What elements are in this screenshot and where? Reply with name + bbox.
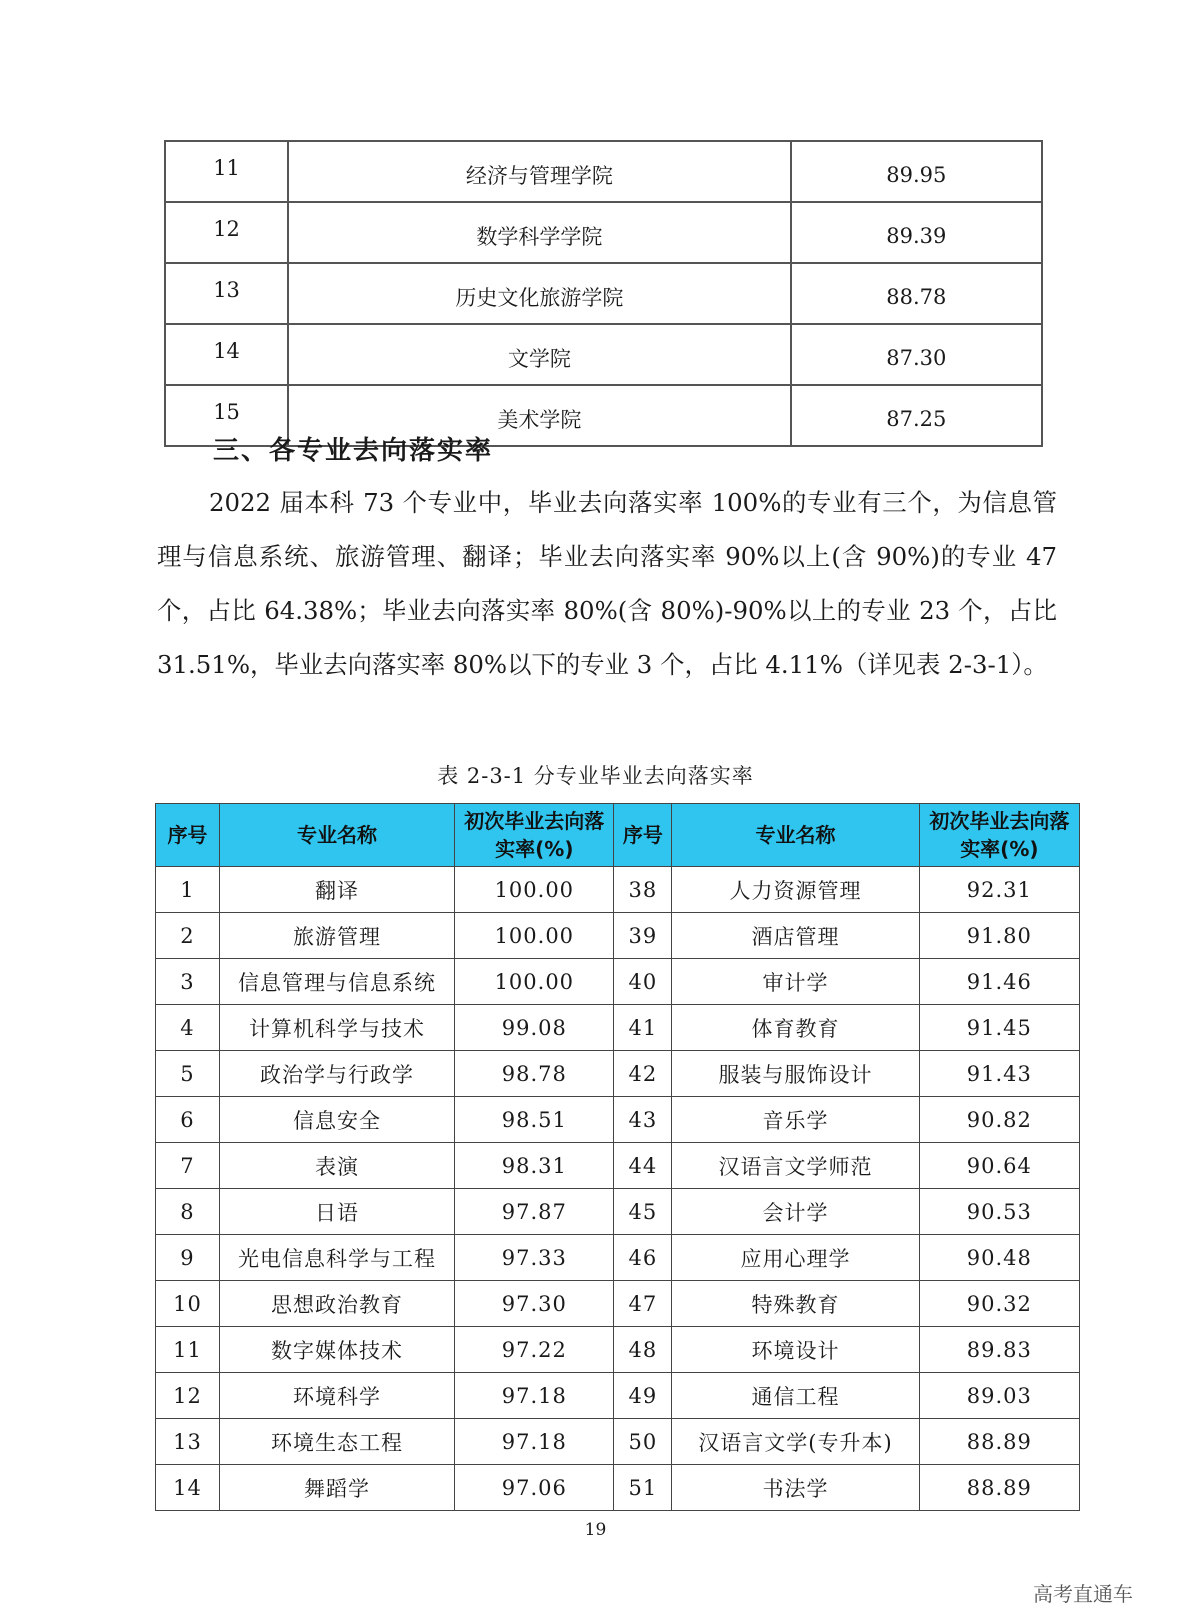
row-number: 4 [156, 1005, 220, 1051]
row-number: 5 [156, 1051, 220, 1097]
major-rate-table [155, 803, 1080, 1511]
major-name: 特殊教育 [672, 1281, 919, 1327]
rate-value: 98.51 [455, 1097, 614, 1143]
table-row [156, 1327, 1080, 1373]
major-name: 酒店管理 [672, 913, 919, 959]
row-number: 11 [165, 141, 288, 202]
header-major-name: 专业名称 [672, 804, 919, 867]
row-number: 14 [156, 1465, 220, 1511]
table-row [156, 1465, 1080, 1511]
table-row [156, 913, 1080, 959]
table-row [156, 1235, 1080, 1281]
row-number: 50 [614, 1419, 672, 1465]
row-number: 42 [614, 1051, 672, 1097]
row-number: 1 [156, 867, 220, 913]
major-name: 数字媒体技术 [219, 1327, 454, 1373]
rate-value: 90.48 [919, 1235, 1079, 1281]
rate-value: 97.06 [455, 1465, 614, 1511]
college-name: 历史文化旅游学院 [288, 263, 791, 324]
major-name: 光电信息科学与工程 [219, 1235, 454, 1281]
table-row [156, 1419, 1080, 1465]
row-number: 13 [156, 1419, 220, 1465]
major-name: 环境科学 [219, 1373, 454, 1419]
row-number: 43 [614, 1097, 672, 1143]
major-name: 应用心理学 [672, 1235, 919, 1281]
rate-value: 88.89 [919, 1465, 1079, 1511]
rate-value: 97.33 [455, 1235, 614, 1281]
rate-value: 92.31 [919, 867, 1079, 913]
watermark: 高考直通车 [1033, 1582, 1133, 1606]
header-major-name: 专业名称 [219, 804, 454, 867]
rate-value: 88.89 [919, 1419, 1079, 1465]
row-number: 51 [614, 1465, 672, 1511]
major-name: 信息管理与信息系统 [219, 959, 454, 1005]
table-row [165, 324, 1042, 385]
major-name: 信息安全 [219, 1097, 454, 1143]
row-number: 6 [156, 1097, 220, 1143]
rate-value: 91.80 [919, 913, 1079, 959]
table-row [156, 1097, 1080, 1143]
major-name: 政治学与行政学 [219, 1051, 454, 1097]
rate-value: 91.43 [919, 1051, 1079, 1097]
rate-value: 87.25 [791, 385, 1042, 446]
row-number: 2 [156, 913, 220, 959]
row-number: 11 [156, 1327, 220, 1373]
row-number: 14 [165, 324, 288, 385]
college-name: 数学科学学院 [288, 202, 791, 263]
rate-value: 90.64 [919, 1143, 1079, 1189]
rate-value: 97.30 [455, 1281, 614, 1327]
row-number: 39 [614, 913, 672, 959]
major-name: 环境设计 [672, 1327, 919, 1373]
rate-value: 91.45 [919, 1005, 1079, 1051]
section-heading: 三、各专业去向落实率 [213, 436, 494, 466]
college-name: 文学院 [288, 324, 791, 385]
major-name: 书法学 [672, 1465, 919, 1511]
row-number: 12 [156, 1373, 220, 1419]
major-name: 体育教育 [672, 1005, 919, 1051]
major-name: 人力资源管理 [672, 867, 919, 913]
major-name: 思想政治教育 [219, 1281, 454, 1327]
table-row [156, 1143, 1080, 1189]
rate-value: 89.39 [791, 202, 1042, 263]
rate-value: 97.87 [455, 1189, 614, 1235]
header-rate: 初次毕业去向落实率(%) [919, 804, 1079, 867]
table-row [156, 1189, 1080, 1235]
major-name: 服装与服饰设计 [672, 1051, 919, 1097]
table-row [156, 959, 1080, 1005]
college-rate-table [164, 140, 1043, 447]
row-number: 13 [165, 263, 288, 324]
major-name: 日语 [219, 1189, 454, 1235]
header-number: 序号 [614, 804, 672, 867]
row-number: 48 [614, 1327, 672, 1373]
major-name: 舞蹈学 [219, 1465, 454, 1511]
page-number: 19 [584, 1520, 607, 1540]
rate-value: 98.31 [455, 1143, 614, 1189]
rate-value: 99.08 [455, 1005, 614, 1051]
table-row [156, 1005, 1080, 1051]
major-name: 翻译 [219, 867, 454, 913]
row-number: 38 [614, 867, 672, 913]
row-number: 41 [614, 1005, 672, 1051]
major-name: 表演 [219, 1143, 454, 1189]
college-name: 美术学院 [288, 385, 791, 446]
rate-value: 100.00 [455, 959, 614, 1005]
row-number: 7 [156, 1143, 220, 1189]
row-number: 10 [156, 1281, 220, 1327]
major-name: 旅游管理 [219, 913, 454, 959]
rate-value: 90.32 [919, 1281, 1079, 1327]
rate-value: 98.78 [455, 1051, 614, 1097]
college-name: 经济与管理学院 [288, 141, 791, 202]
major-name: 会计学 [672, 1189, 919, 1235]
table-caption: 表 2-3-1 分专业毕业去向落实率 [437, 764, 754, 788]
header-rate: 初次毕业去向落实率(%) [455, 804, 614, 867]
rate-value: 97.22 [455, 1327, 614, 1373]
row-number: 46 [614, 1235, 672, 1281]
row-number: 8 [156, 1189, 220, 1235]
table-row [165, 141, 1042, 202]
major-name: 审计学 [672, 959, 919, 1005]
row-number: 3 [156, 959, 220, 1005]
rate-value: 97.18 [455, 1419, 614, 1465]
major-name: 汉语言文学师范 [672, 1143, 919, 1189]
rate-value: 87.30 [791, 324, 1042, 385]
major-name: 通信工程 [672, 1373, 919, 1419]
row-number: 9 [156, 1235, 220, 1281]
table-row [156, 1281, 1080, 1327]
rate-value: 88.78 [791, 263, 1042, 324]
rate-value: 100.00 [455, 913, 614, 959]
major-name: 计算机科学与技术 [219, 1005, 454, 1051]
row-number: 40 [614, 959, 672, 1005]
table-row [165, 263, 1042, 324]
rate-value: 100.00 [455, 867, 614, 913]
table-row [156, 1051, 1080, 1097]
major-name: 音乐学 [672, 1097, 919, 1143]
rate-value: 90.82 [919, 1097, 1079, 1143]
rate-value: 89.83 [919, 1327, 1079, 1373]
section-paragraph: 2022 届本科 73 个专业中，毕业去向落实率 100%的专业有三个，为信息管理与信息系统、旅游管理、翻译；毕业去向落实率 90%以上(含 90%)的专业 47 个，占比 64.38%；毕业去向落实率 80%(含 80%)-90%以上的专业 23 个，占比 31.51%，毕业去向落实率 80%以下的专业 3 个，占比 4.11%（详见表 2-3-1）。 [157, 488, 1057, 679]
rate-value: 89.03 [919, 1373, 1079, 1419]
row-number: 49 [614, 1373, 672, 1419]
header-number: 序号 [156, 804, 220, 867]
row-number: 47 [614, 1281, 672, 1327]
row-number: 15 [165, 385, 288, 446]
table-row [165, 202, 1042, 263]
row-number: 45 [614, 1189, 672, 1235]
row-number: 12 [165, 202, 288, 263]
table-row [156, 867, 1080, 913]
rate-value: 97.18 [455, 1373, 614, 1419]
row-number: 44 [614, 1143, 672, 1189]
rate-value: 89.95 [791, 141, 1042, 202]
rate-value: 91.46 [919, 959, 1079, 1005]
major-name: 汉语言文学(专升本) [672, 1419, 919, 1465]
rate-value: 90.53 [919, 1189, 1079, 1235]
major-name: 环境生态工程 [219, 1419, 454, 1465]
table-row [156, 1373, 1080, 1419]
